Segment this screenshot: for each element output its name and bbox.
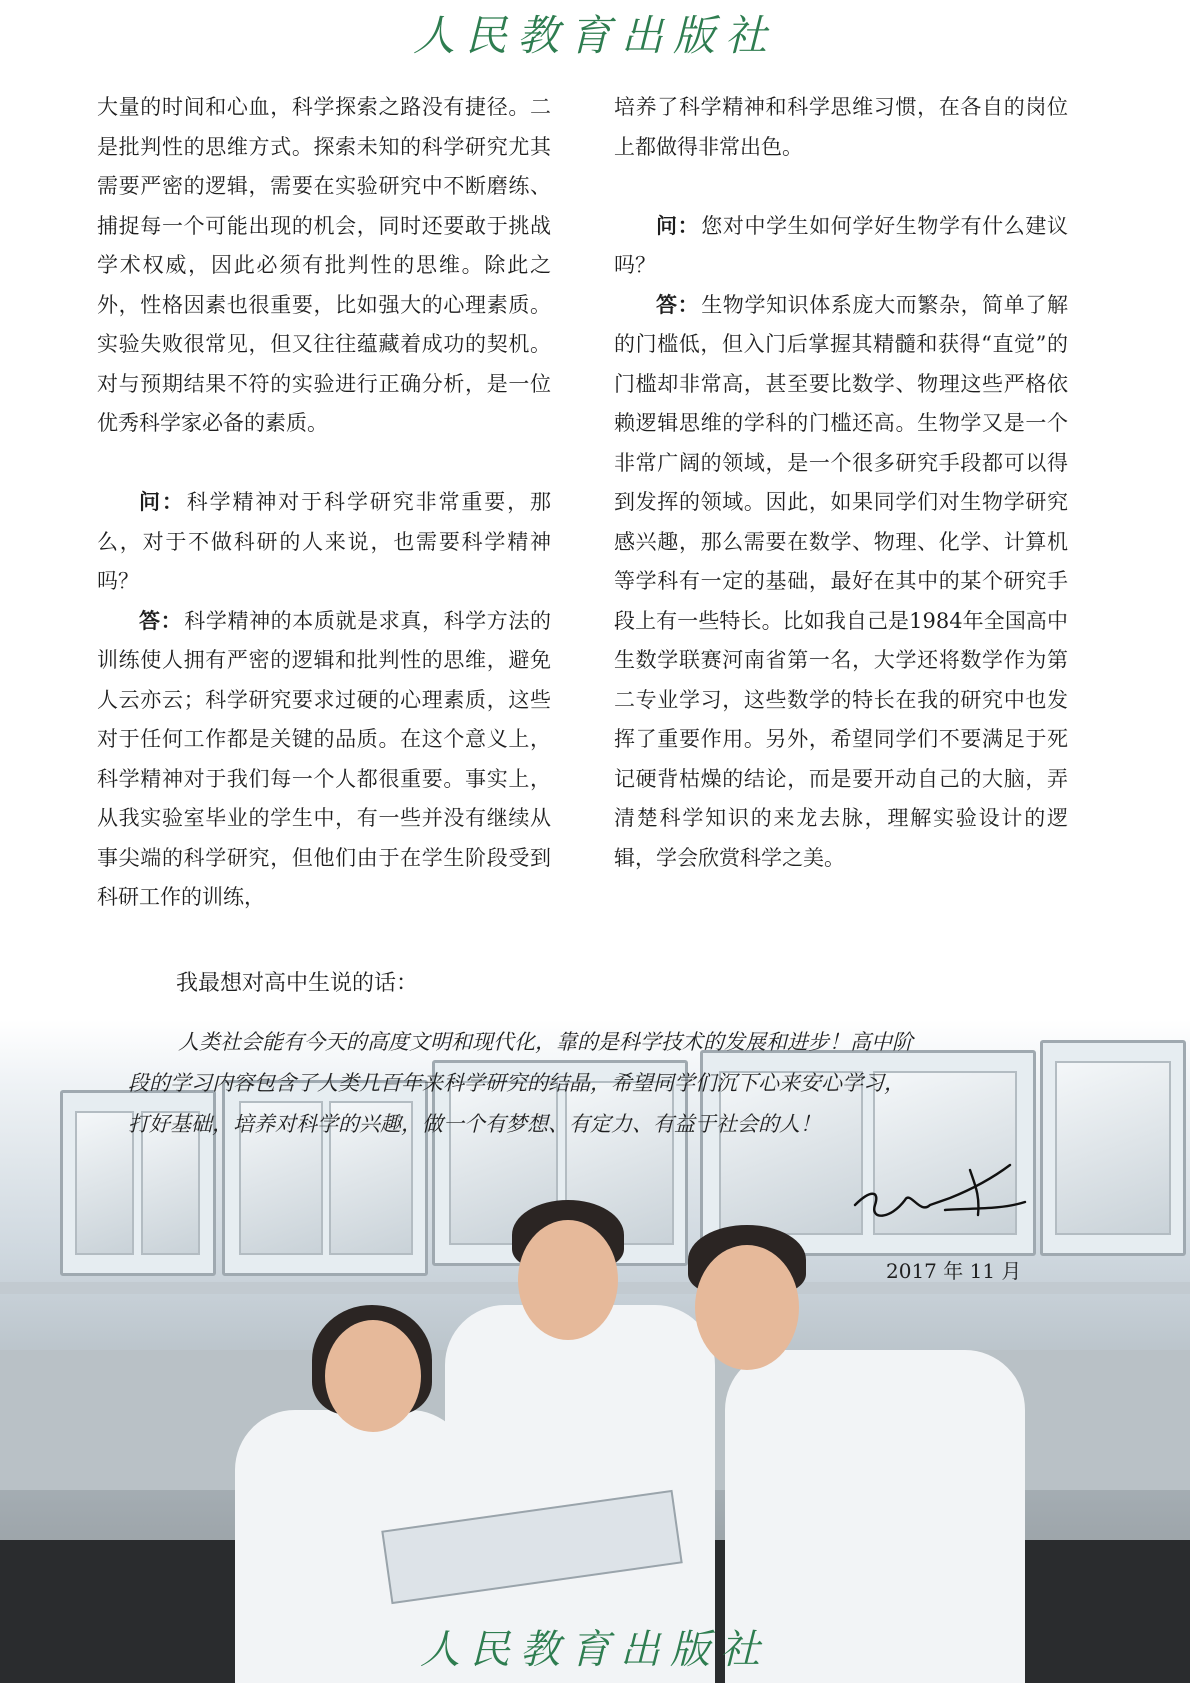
answer-text: 生物学知识体系庞大而繁杂，简单了解的门槛低，但入门后掌握其精髓和获得“直觉”的门槛却非常高，甚至要比数学、物理这些严格依赖逻辑思维的学科的门槛还高。生物学又是一个非常广阔的领域，是一个很多研究手段都可以得到发挥的领域。因此，如果同学们对生物学研究感兴趣，那么需要在数学、物理、化学、计算机等学科有一定的基础，最好在其中的某个研究手段上有一些特长。比如我自己是1984年全国高中生数学联赛河南省第一名，大学还将数学作为第二专业学习，这些数学的特长在我的研究中也发挥了重要作用。另外，希望同学们不要满足于死记硬背枯燥的结论，而是要开动自己的大脑，弄清楚科学知识的来龙去脉，理解实验设计的逻辑，学会欣赏科学之美。: [614, 292, 1069, 870]
left-intro-paragraph: 大量的时间和心血，科学探索之路没有捷径。二是批判性的思维方式。探索未知的科学研究尤其需要严密的逻辑，需要在实验研究中不断磨练、捕捉每一个可能出现的机会，同时还要敢于挑战学术权威，因此必须有批判性的思维。除此之外，性格因素也很重要，比如强大的心理素质。实验失败很常见，但又往往蕴藏着成功的契机。对与预期结果不符的实验进行正确分析，是一位优秀科学家必备的素质。: [97, 95, 551, 435]
closing-line: 人类社会能有今天的高度文明和现代化，靠的是科学技术的发展和进步！高中阶: [178, 1030, 913, 1054]
lab-cabinet: [1040, 1040, 1186, 1256]
face: [325, 1320, 421, 1432]
answer-label: 答：: [139, 608, 183, 633]
question-label: 问：: [656, 213, 700, 238]
handwritten-signature: [850, 1160, 1030, 1230]
right-column: [614, 88, 1068, 878]
question-text: 科学精神对于科学研究非常重要，那么，对于不做科研的人来说，也需要科学精神吗？: [97, 490, 551, 593]
publisher-logo-top: 人民教育出版社: [412, 11, 777, 60]
left-question: [97, 483, 551, 602]
question-label: 问：: [139, 490, 185, 514]
answer-text: 科学精神的本质就是求真，科学方法的训练使人拥有严密的逻辑和批判性的思维，避免人云亦云；科学研究要求过硬的心理素质，这些对于任何工作都是关键的品质。在这个意义上，科学精神对于我们每一个人都很重要。事实上，从我实验室毕业的学生中，有一些并没有继续从事尖端的科学研究，但他们由于在学生阶段受到科研工作的训练，: [97, 608, 552, 909]
right-answer: [614, 286, 1068, 879]
answer-label: 答：: [656, 292, 700, 317]
closing-message: [128, 1022, 1044, 1145]
face: [695, 1245, 799, 1370]
signature-stroke: [855, 1165, 1025, 1216]
cabinet-glass: [1055, 1061, 1171, 1235]
signature-date: 2017 年 11 月: [886, 1259, 1022, 1283]
face: [518, 1220, 618, 1340]
spacer: [97, 444, 551, 484]
closing-line: 段的学习内容包含了人类几百年来科学研究的结晶，希望同学们沉下心来安心学习，: [128, 1071, 905, 1095]
right-question: [614, 207, 1068, 286]
right-intro-paragraph: 培养了科学精神和科学思维习惯，在各自的岗位上都做得非常出色。: [614, 95, 1068, 159]
question-text: 您对中学生如何学好生物学有什么建议吗？: [614, 213, 1069, 277]
closing-line: 打好基础，培养对科学的兴趣，做一个有梦想、有定力、有益于社会的人！: [128, 1112, 821, 1136]
publisher-logo-bottom: 人民教育出版社: [420, 1627, 770, 1673]
left-answer: [97, 602, 551, 918]
spacer: [614, 167, 1068, 207]
closing-title: 我最想对高中生说的话：: [176, 971, 419, 996]
cabinet-glass: [75, 1111, 134, 1255]
left-column: [97, 88, 551, 918]
